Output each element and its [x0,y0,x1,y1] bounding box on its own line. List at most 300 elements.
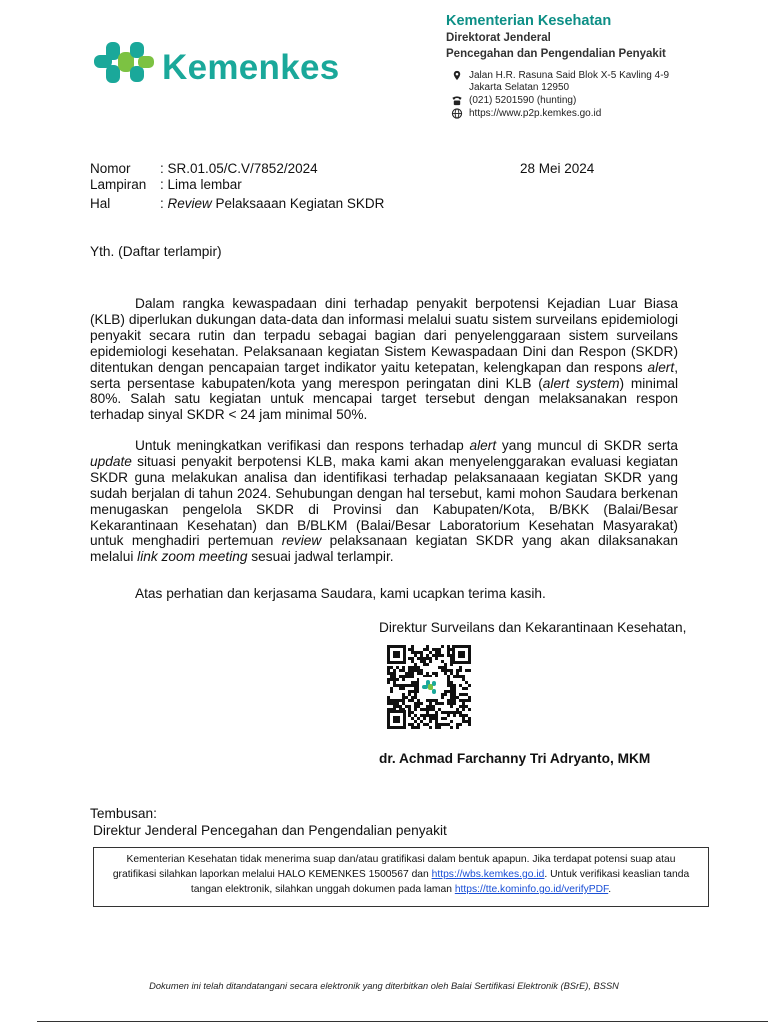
qr-module [408,693,411,696]
qr-module [447,699,450,702]
qr-module [411,690,414,693]
qr-module [465,714,468,717]
paragraph-1: Dalam rangka kewaspadaan dini terhadap penyakit berpotensi Kejadian Luar Biasa (KLB) diperlukan dukungan data-data dan informasi melalui suatu sistem surveilans epidemiologi penyakit secara rutin dan terpadu sebagai bagian dari penyelenggaraan sistem surveilans epidemiologi kesehatan. Pelaksanaan kegiatan Sistem Kewaspadaan Dini dan Respon (SKDR) ditentukan dengan pencapaian target indikator yaitu ketepatan, kelengkapan dan respons alert, serta persentase kabupaten/kota yang merespon peringatan dini KLB (alert system) minimal 80%. Salah satu kegiatan untuk mencapai target tersebut dengan melaksanakan respon terhadap sinyal SKDR < 24 jam minimal 50%. [90,296,678,423]
qr-module [405,672,408,675]
qr-module [411,672,414,675]
qr-module [450,687,453,690]
qr-module [393,684,396,687]
qr-module [387,669,390,672]
qr-module [426,714,429,717]
qr-module [423,723,426,726]
qr-module [450,720,453,723]
kemenkes-logo-icon [92,38,156,86]
qr-module [429,705,432,708]
qr-module [408,711,411,714]
qr-module [411,675,414,678]
qr-module [414,654,417,657]
qr-module [450,672,453,675]
nomor-value: : SR.01.05/C.V/7852/2024 [160,161,318,176]
qr-module [414,651,417,654]
qr-module [414,690,417,693]
qr-module [411,717,414,720]
qr-module [465,669,468,672]
qr-module [453,687,456,690]
qr-module [411,645,414,648]
qr-module [429,702,432,705]
qr-module [456,696,459,699]
address [450,70,669,94]
qr-module [456,723,459,726]
qr-module [447,684,450,687]
tembusan-item: Direktur Jenderal Pencegahan dan Pengendalian penyakit [93,823,447,838]
qr-module [420,720,423,723]
qr-module [450,669,453,672]
qr-module [411,726,414,729]
qr-module [402,699,405,702]
globe-icon [450,108,464,119]
qr-module [432,705,435,708]
qr-module [408,684,411,687]
qr-module [429,651,432,654]
qr-module [438,666,441,669]
qr-module [414,693,417,696]
qr-module [393,702,396,705]
qr-module [447,651,450,654]
qr-module [426,645,429,648]
qr-module [450,726,453,729]
qr-module [387,702,390,705]
qr-module [432,708,435,711]
qr-module [462,720,465,723]
qr-module [465,699,468,702]
qr-module [402,669,405,672]
qr-module [441,717,444,720]
qr-module [399,705,402,708]
qr-module [420,708,423,711]
qr-module [408,708,411,711]
qr-module [417,651,420,654]
qr-module [426,672,429,675]
qr-module [453,684,456,687]
qr-module [399,699,402,702]
qr-module [456,726,459,729]
qr-module [426,657,429,660]
qr-module [429,657,432,660]
qr-module [396,699,399,702]
qr-module [426,648,429,651]
qr-module [399,669,402,672]
org-name: Kementerian Kesehatan [446,13,612,29]
qr-module [414,687,417,690]
qr-module [465,687,468,690]
qr-module [393,699,396,702]
qr-module [426,723,429,726]
qr-module [450,711,453,714]
qr-module [408,675,411,678]
qr-module [417,717,420,720]
qr-module [414,726,417,729]
qr-module [414,705,417,708]
qr-module [420,651,423,654]
qr-module [408,699,411,702]
qr-module [390,672,393,675]
website-url[interactable]: https://www.p2p.kemkes.go.id [469,108,602,119]
qr-module [402,678,405,681]
qr-module [450,693,453,696]
qr-module [414,702,417,705]
website [450,108,601,120]
qr-module [444,663,447,666]
qr-module [447,714,450,717]
paragraph-3: Atas perhatian dan kerjasama Saudara, kami ucapkan terima kasih. [135,586,546,601]
hal-label: Hal [90,196,111,211]
qr-module [459,684,462,687]
qr-module [411,666,414,669]
qr-module [417,672,420,675]
qr-module [435,651,438,654]
qr-module [435,648,438,651]
qr-module [447,654,450,657]
qr-module [387,696,390,699]
qr-module [468,669,471,672]
qr-module [429,660,432,663]
esign-footer-note: Dokumen ini telah ditandatangani secara elektronik yang diterbitkan oleh Balai Sertifikasi Elektronik (BSrE), BSSN [149,981,619,991]
qr-module [423,660,426,663]
qr-module [408,714,411,717]
qr-module [429,699,432,702]
qr-module [426,705,429,708]
lampiran-label: Lampiran [90,177,147,192]
qr-module [438,654,441,657]
qr-module [441,696,444,699]
qr-module [465,705,468,708]
qr-module [459,675,462,678]
qr-module [393,678,396,681]
qr-module [459,711,462,714]
qr-module [435,654,438,657]
qr-module [435,657,438,660]
qr-module [402,702,405,705]
qr-module [417,657,420,660]
qr-module [405,675,408,678]
qr-module [453,711,456,714]
qr-module [387,699,390,702]
qr-module [438,723,441,726]
qr-module [459,669,462,672]
qr-module [453,675,456,678]
gratification-notice: Kementerian Kesehatan tidak menerima suap dan/atau gratifikasi dalam bentuk apapun. Jika terdapat potensi suap atau gratifikasi silahkan laporkan melalui HALO KEMENKES 1500567 dan https://wbs.kemkes.go.id. Untuk verifikasi keaslian tanda tangan elektronik, silahkan unggah dokumen pada laman https://tte.kominfo.go.id/verifyPDF. [93,847,709,907]
qr-module [468,720,471,723]
qr-module [456,708,459,711]
qr-module [435,711,438,714]
qr-module [423,708,426,711]
qr-module [408,705,411,708]
qr-module [459,714,462,717]
qr-module [447,678,450,681]
qr-module [420,702,423,705]
qr-module [414,684,417,687]
qr-module [411,657,414,660]
qr-module [435,717,438,720]
qr-module [468,699,471,702]
qr-module [450,696,453,699]
letter-date: 28 Mei 2024 [520,161,595,176]
qr-module [411,648,414,651]
qr-module [447,711,450,714]
qr-module [465,681,468,684]
qr-module [411,696,414,699]
qr-module [414,666,417,669]
qr-module [432,699,435,702]
qr-module [417,699,420,702]
qr-module [435,672,438,675]
qr-module [468,696,471,699]
paragraph-2: Untuk meningkatkan verifikasi dan respons terhadap alert yang muncul di SKDR serta update situasi penyakit berpotensi KLB, maka kami akan menyelenggarakan evaluasi kegiatan SKDR guna melakukan analisa dan identifikasi terhadap pelaksanaaan kegiatan SKDR yang sudah berjalan di tahun 2024. Sehubungan dengan hal tersebut, kami mohon Saudara berkenan menugaskan pengelola SKDR di Provinsi dan Kabupaten/Kota, B/BKK (Balai/Besar Kekarantinaan Kesehatan) dan B/BLKM (Balai/Besar Laboratorium Kesehatan Masyarakat) untuk menghadiri pertemuan review pelaksanaan kegiatan SKDR yang akan dilaksanakan melalui link zoom meeting sesuai jadwal terlampir. [90,438,679,565]
qr-module [432,672,435,675]
signatory-name: dr. Achmad Farchanny Tri Adryanto, MKM [379,751,651,766]
qr-module [462,708,465,711]
qr-module [435,714,438,717]
qr-module [411,660,414,663]
qr-module [417,666,420,669]
qr-module [438,648,441,651]
phone [450,95,576,107]
qr-module [447,675,450,678]
qr-module [447,645,450,648]
qr-module [438,726,441,729]
qr-module [468,684,471,687]
qr-module [447,681,450,684]
qr-module [411,669,414,672]
qr-module [402,696,405,699]
qr-module [447,723,450,726]
qr-module [456,675,459,678]
qr-module [441,666,444,669]
qr-module [408,690,411,693]
qr-module [393,669,396,672]
qr-module [390,687,393,690]
qr-module [405,696,408,699]
salutation: Yth. (Daftar terlampir) [90,244,222,259]
qr-module [414,669,417,672]
qr-module [417,726,420,729]
qr-module [462,705,465,708]
qr-module [447,669,450,672]
qr-module [450,681,453,684]
qr-module [414,681,417,684]
qr-module [462,675,465,678]
qr-module [411,723,414,726]
qr-module [435,723,438,726]
qr-module [462,693,465,696]
qr-module [390,678,393,681]
qr-module [468,717,471,720]
qr-module [393,672,396,675]
qr-module [423,648,426,651]
directorate: Direktorat Jenderal [446,32,551,44]
qr-module [387,666,390,669]
verify-pdf-link[interactable]: https://tte.kominfo.go.id/verifyPDF [454,884,609,895]
qr-module [453,693,456,696]
qr-module [444,690,447,693]
division: Pencegahan dan Pengendalian Penyakit [446,48,666,60]
qr-module [423,657,426,660]
qr-module [435,720,438,723]
qr-module [438,651,441,654]
qr-module [444,669,447,672]
qr-module [429,708,432,711]
logo-wordmark: Kemenkes [162,48,340,87]
qr-module [453,702,456,705]
qr-module [441,669,444,672]
qr-module [453,714,456,717]
qr-module [429,720,432,723]
qr-module [459,699,462,702]
qr-module [435,699,438,702]
qr-module [462,717,465,720]
qr-module [429,717,432,720]
nomor-label: Nomor [90,161,131,176]
qr-module [423,714,426,717]
qr-module [441,723,444,726]
qr-module [399,684,402,687]
qr-module [414,696,417,699]
qr-module [411,651,414,654]
qr-module [399,687,402,690]
qr-module [462,714,465,717]
qr-module [405,705,408,708]
qr-module [453,699,456,702]
qr-module [441,645,444,648]
qr-module [462,702,465,705]
qr-module [420,714,423,717]
qr-module [414,708,417,711]
wbs-link[interactable]: https://wbs.kemkes.go.id [431,869,545,880]
qr-module [459,693,462,696]
qr-module [420,672,423,675]
hal-value: : Review Pelaksaaan Kegiatan SKDR [160,196,385,211]
qr-module [426,663,429,666]
qr-module [390,699,393,702]
qr-module [432,714,435,717]
qr-module [426,711,429,714]
telephone-icon [450,95,464,106]
qr-module [432,648,435,651]
qr-module [426,699,429,702]
qr-module [417,723,420,726]
qr-module [465,693,468,696]
qr-module [399,675,402,678]
qr-module [444,717,447,720]
tembusan-label: Tembusan: [90,806,157,821]
qr-module [420,660,423,663]
qr-module [426,654,429,657]
qr-module [423,663,426,666]
qr-module [396,684,399,687]
lampiran-value: : Lima lembar [160,177,242,192]
qr-module [408,669,411,672]
qr-module [396,705,399,708]
qr-module [426,708,429,711]
qr-module [402,687,405,690]
address-line-2: Jakarta Selatan 12950 [469,82,570,93]
location-pin-icon [450,70,464,81]
qr-module [435,726,438,729]
qr-module [429,714,432,717]
qr-module [462,699,465,702]
qr-module [402,675,405,678]
qr-module [441,693,444,696]
qr-module [387,678,390,681]
qr-module [450,699,453,702]
qr-module [420,657,423,660]
qr-module [438,702,441,705]
qr-module [414,720,417,723]
qr-module [444,693,447,696]
qr-module [447,690,450,693]
qr-module [456,669,459,672]
qr-module [441,654,444,657]
qr-module [390,690,393,693]
qr-module [387,672,390,675]
qr-module [447,648,450,651]
qr-module [423,717,426,720]
qr-module [450,690,453,693]
qr-module [462,687,465,690]
qr-module [450,702,453,705]
qr-module [465,720,468,723]
phone-number: (021) 5201590 (hunting) [469,95,577,106]
qr-module [387,681,390,684]
qr-module [453,696,456,699]
qr-module [459,723,462,726]
qr-module [441,711,444,714]
qr-module [396,666,399,669]
qr-module [444,711,447,714]
qr-module [417,702,420,705]
qr-module [444,672,447,675]
qr-module [456,672,459,675]
qr-module [408,666,411,669]
qr-module [408,657,411,660]
qr-module [447,702,450,705]
qr-module [411,699,414,702]
qr-module [393,681,396,684]
qr-module [450,705,453,708]
qr-module [459,705,462,708]
qr-module [453,690,456,693]
qr-module [429,726,432,729]
qr-module [408,648,411,651]
qr-module [417,669,420,672]
address-line-1: Jalan H.R. Rasuna Said Blok X-5 Kavling 4-9 [469,70,670,81]
qr-module [411,684,414,687]
qr-module [468,708,471,711]
qr-module [435,702,438,705]
qr-module [420,669,423,672]
qr-module [414,714,417,717]
qr-module [396,702,399,705]
qr-module [462,678,465,681]
qr-module [450,684,453,687]
qr-module [444,666,447,669]
qr-module [411,681,414,684]
qr-module [432,654,435,657]
qr-module [393,705,396,708]
qr-module [456,711,459,714]
qr-module [408,672,411,675]
qr-module [405,684,408,687]
